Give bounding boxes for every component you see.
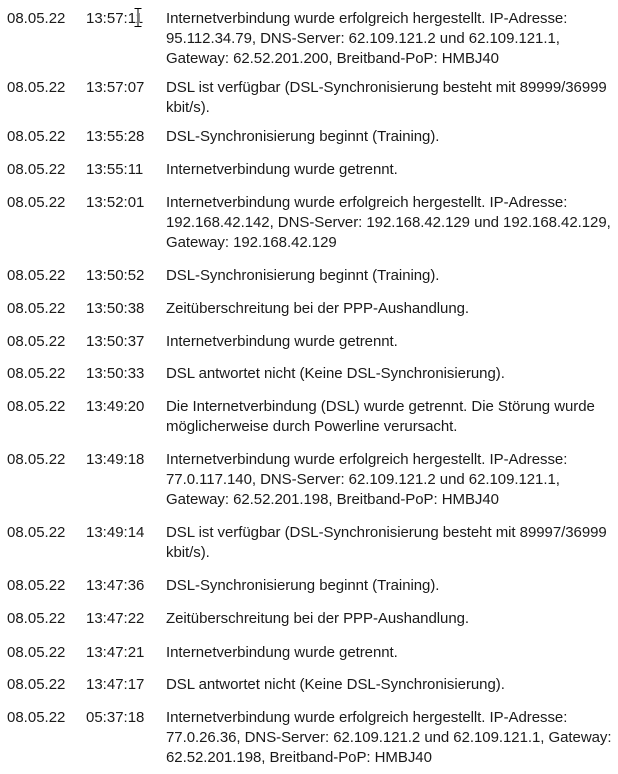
log-date: 08.05.22 [7, 644, 66, 661]
log-date: 08.05.22 [7, 398, 66, 415]
log-date: 08.05.22 [7, 267, 66, 284]
log-date: 08.05.22 [7, 161, 66, 178]
log-time: 13:55:28 [86, 128, 145, 145]
log-entry [0, 708, 618, 768]
log-entry [0, 364, 618, 397]
log-entry [0, 609, 618, 643]
log-time: 13:47:36 [86, 577, 145, 594]
log-time: 05:37:18 [86, 709, 145, 726]
log-date: 08.05.22 [7, 10, 66, 27]
log-entry [0, 127, 618, 160]
log-date: 08.05.22 [7, 610, 66, 627]
log-date: 08.05.22 [7, 451, 66, 468]
log-message: Internetverbindung wurde erfolgreich hergestellt. IP-Adresse: 192.168.42.142, DNS-Server: 192.168.42.129 und 192.168.42.129, Gateway: 192.168.42.129 [166, 194, 611, 251]
log-entry [0, 450, 618, 523]
log-time: 13:50:38 [86, 300, 145, 317]
log-message: Internetverbindung wurde erfolgreich hergestellt. IP-Adresse: 77.0.26.36, DNS-Server: 62.109.121.2 und 62.109.121.1, Gateway: 62.52.201.198, Breitband-PoP: HMBJ40 [166, 709, 612, 766]
log-time: 13:50:33 [86, 365, 145, 382]
log-date: 08.05.22 [7, 79, 66, 96]
log-entry [0, 576, 618, 609]
log-time: 13:57:07 [86, 79, 145, 96]
log-message: DSL-Synchronisierung beginnt (Training). [166, 128, 440, 145]
log-date: 08.05.22 [7, 194, 66, 211]
log-date: 08.05.22 [7, 300, 66, 317]
log-entry [0, 266, 618, 299]
log-message: Internetverbindung wurde erfolgreich hergestellt. IP-Adresse: 95.112.34.79, DNS-Server: 62.109.121.2 und 62.109.121.1, Gateway: 62.52.201.200, Breitband-PoP: HMBJ40 [166, 10, 568, 67]
log-date: 08.05.22 [7, 333, 66, 350]
log-message: DSL-Synchronisierung beginnt (Training). [166, 267, 440, 284]
log-time: 13:47:22 [86, 610, 145, 627]
log-message: Internetverbindung wurde getrennt. [166, 161, 398, 178]
log-time: 13:50:52 [86, 267, 145, 284]
log-entry [0, 643, 618, 675]
log-entry [0, 160, 618, 193]
log-message: Internetverbindung wurde getrennt. [166, 644, 398, 661]
log-message: Zeitüberschreitung bei der PPP-Aushandlung. [166, 300, 470, 317]
log-entry [0, 332, 618, 364]
log-time: 13:52:01 [86, 194, 145, 211]
log-message: Internetverbindung wurde getrennt. [166, 333, 398, 350]
log-message: DSL ist verfügbar (DSL-Synchronisierung besteht mit 89999/36999 kbit/s). [166, 79, 607, 116]
log-message: DSL-Synchronisierung beginnt (Training). [166, 577, 440, 594]
log-time: 13:49:18 [86, 451, 145, 468]
log-entry [0, 78, 618, 127]
log-entry [0, 0, 618, 78]
log-message: Internetverbindung wurde erfolgreich hergestellt. IP-Adresse: 77.0.117.140, DNS-Server: 62.109.121.2 und 62.109.121.1, Gateway: 62.52.201.198, Breitband-PoP: HMBJ40 [166, 451, 568, 508]
log-message: DSL antwortet nicht (Keine DSL-Synchronisierung). [166, 676, 505, 693]
log-date: 08.05.22 [7, 128, 66, 145]
log-entry [0, 299, 618, 332]
log-date: 08.05.22 [7, 524, 66, 541]
log-time: 13:55:11 [86, 161, 144, 178]
log-time: 13:49:20 [86, 398, 145, 415]
log-time: 13:57:11 [86, 10, 144, 27]
log-time: 13:50:37 [86, 333, 145, 350]
log-entry [0, 523, 618, 576]
log-date: 08.05.22 [7, 709, 66, 726]
text-cursor-icon [134, 8, 142, 27]
log-time: 13:49:14 [86, 524, 145, 541]
log-message: DSL antwortet nicht (Keine DSL-Synchronisierung). [166, 365, 505, 382]
log-date: 08.05.22 [7, 365, 66, 382]
log-date: 08.05.22 [7, 577, 66, 594]
log-entry [0, 675, 618, 708]
log-entry [0, 193, 618, 266]
log-entry [0, 397, 618, 450]
log-message: Zeitüberschreitung bei der PPP-Aushandlung. [166, 610, 470, 627]
log-message: DSL ist verfügbar (DSL-Synchronisierung besteht mit 89997/36999 kbit/s). [166, 524, 607, 561]
log-message: Die Internetverbindung (DSL) wurde getrennt. Die Störung wurde möglicherweise durch Powerline verursacht. [166, 398, 595, 435]
log-date: 08.05.22 [7, 676, 66, 693]
log-time: 13:47:21 [86, 644, 145, 661]
log-time: 13:47:17 [86, 676, 145, 693]
